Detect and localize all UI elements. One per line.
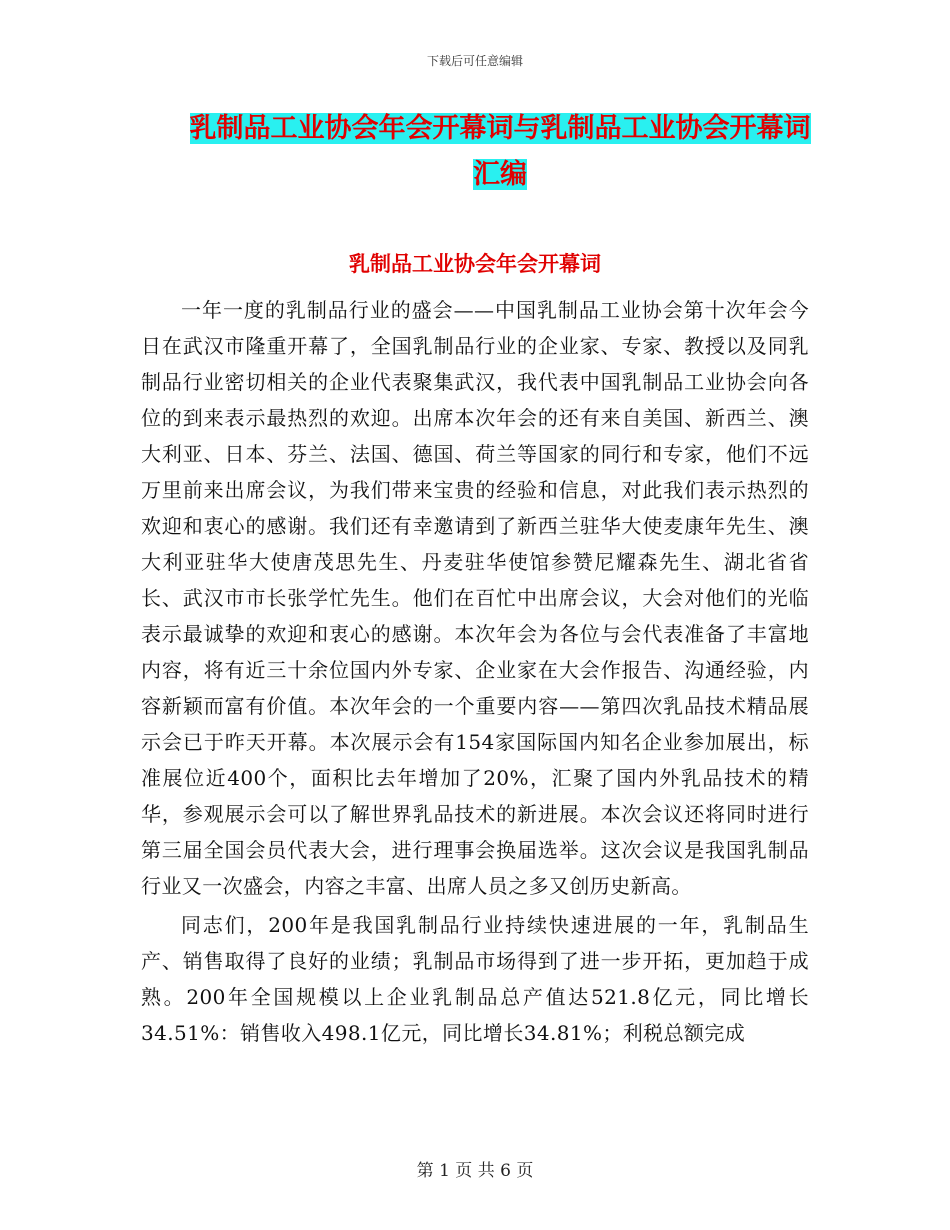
section-title: 乳制品工业协会年会开幕词 (349, 252, 601, 276)
document-title-line1: 乳制品工业协会年会开幕词与乳制品工业协会开幕词 (189, 113, 811, 144)
document-title (150, 106, 850, 198)
document-title-line2: 汇编 (473, 159, 527, 190)
body-text (141, 292, 809, 1054)
header-note: 下载后可任意编辑 (426, 54, 523, 68)
paragraph: 一年一度的乳制品行业的盛会——中国乳制品工业协会第十次年会今日在武汉市隆重开幕了，全国乳制品行业的企业家、专家、教授以及同乳制品行业密切相关的企业代表聚集武汉，我代表中国乳制品工业协会向各位的到来表示最热烈的欢迎。出席本次年会的还有来自美国、新西兰、澳大利亚、日本、芬兰、法国、德国、荷兰等国家的同行和专家，他们不远万里前来出席会议，为我们带来宝贵的经验和信息，对此我们表示热烈的欢迎和衷心的感谢。我们还有幸邀请到了新西兰驻华大使麦康年先生、澳大利亚驻华大使唐茂思先生、丹麦驻华使馆参赞尼耀森先生、湖北省省长、武汉市市长张学忙先生。他们在百忙中出席会议，大会对他们的光临表示最诚挚的欢迎和衷心的感谢。本次年会为各位与会代表准备了丰富地内容，将有近三十余位国内外专家、企业家在大会作报告、沟通经验，内容新颖而富有价值。本次年会的一个重要内容——第四次乳品技术精品展示会已于昨天开幕。本次展示会有154家国际国内知名企业参加展出，标准展位近400个，面积比去年增加了20%，汇聚了国内外乳品技术的精华，参观展示会可以了解世界乳品技术的新进展。本次会议还将同时进行第三届全国会员代表大会，进行理事会换届选举。这次会议是我国乳制品行业又一次盛会，内容之丰富、出席人员之多又创历史新高。 (141, 298, 809, 898)
paragraph: 同志们，200年是我国乳制品行业持续快速进展的一年，乳制品生产、销售取得了良好的业绩；乳制品市场得到了进一步开拓，更加趋于成熟。200年全国规模以上企业乳制品总产值达521.8亿元，同比增长34.51%：销售收入498.1亿元，同比增长34.81%；利税总额完成 (141, 913, 809, 1045)
page-number: 第 1 页 共 6 页 (416, 1161, 534, 1181)
